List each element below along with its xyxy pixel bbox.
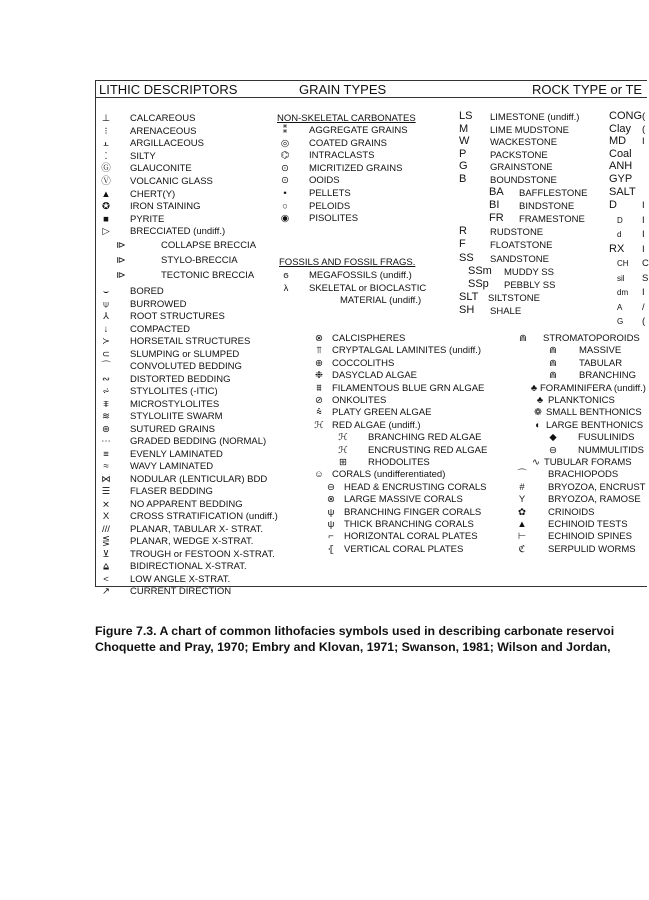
rock-code-tail: I (642, 214, 645, 226)
fossil-symbol: ◆ (549, 432, 557, 444)
grain-label: COATED GRAINS (309, 137, 387, 149)
lithic-symbol: ⊥ (101, 113, 111, 124)
fossil-symbol: ♣ (536, 395, 544, 406)
lithic-label: GRADED BEDDING (NORMAL) (130, 436, 267, 447)
fossil-label: STROMATOPOROIDS (543, 333, 640, 344)
fossil-symbol: ⊗ (327, 494, 335, 506)
lithic-symbol: ⋚ (102, 536, 110, 547)
lithic-symbol: ≈ (103, 461, 109, 472)
fossil-label: ECHINOID SPINES (548, 531, 632, 543)
lithic-label: PLANAR, WEDGE X-STRAT. (130, 536, 254, 547)
fossil-label: THICK BRANCHING CORALS (344, 519, 474, 530)
rock-code: R (459, 225, 467, 238)
fossil-symbol: ⊖ (549, 444, 557, 456)
caption-line-2: Choquette and Pray, 1970; Embry and Klovan, 1971; Swanson, 1981; Wilson and Jordan, (95, 640, 611, 654)
lithic-label: PYRITE (130, 213, 165, 225)
lithic-label: BURROWED (130, 298, 187, 310)
fossil-symbol: ♣ (530, 382, 538, 394)
grain-symbol: ⌬ (280, 150, 290, 162)
rock-code: W (459, 135, 470, 148)
fossil-label: PLATY GREEN ALGAE (332, 407, 432, 419)
rock-label: FLOATSTONE (490, 240, 553, 252)
fossil-symbol: ⋒ (549, 357, 557, 369)
fossil-frag-label: SKELETAL or BIOCLASTIC (309, 282, 427, 294)
fossil-label: BRYOZOA, RAMOSE (548, 494, 641, 506)
rock-label: PEBBLY SS (504, 279, 556, 291)
header-lithic-descriptors: LITHIC DESCRIPTORS (99, 82, 238, 97)
lithic-symbol: ⫠ (103, 138, 109, 150)
lithic-label: SUTURED GRAINS (130, 423, 215, 435)
lithic-symbol: ⋯ (101, 436, 111, 447)
rock-code: D (617, 215, 623, 225)
fossil-symbol: ✿ (518, 506, 526, 518)
fossil-symbol: # (519, 481, 525, 493)
fossil-label: ENCRUSTING RED ALGAE (368, 444, 488, 456)
fossil-symbol: ψ (327, 519, 335, 530)
rock-code-tail: ( (642, 316, 646, 327)
rock-code: GYP (609, 173, 633, 185)
fossil-label: SERPULID WORMS (548, 543, 636, 555)
rock-label: GRAINSTONE (490, 162, 553, 174)
lithic-label: STYLOLITES (-ITIC) (130, 386, 218, 397)
lithic-label: NO APPARENT BEDDING (130, 498, 243, 510)
fossil-symbol: ☺ (314, 469, 324, 481)
lithic-symbol: ⧐ (116, 240, 126, 251)
fossil-label: HEAD & ENCRUSTING CORALS (344, 481, 487, 493)
rock-code: M (459, 122, 469, 135)
rock-label: SILTSTONE (488, 292, 540, 304)
non-skeletal-title: NON-SKELETAL CARBONATES (277, 113, 416, 124)
fossil-label: VERTICAL CORAL PLATES (344, 543, 464, 555)
fossil-label: CRINOIDS (548, 506, 595, 518)
lithic-symbol: Ⓖ (101, 163, 111, 175)
rock-label: FRAMESTONE (519, 214, 585, 226)
fossil-label: BRANCHING RED ALGAE (368, 432, 482, 444)
grain-symbol: ◉ (280, 213, 290, 225)
rock-code: CONG (609, 110, 642, 122)
rock-label: BOUNDSTONE (490, 175, 557, 186)
lithic-label: WAVY LAMINATED (130, 461, 214, 472)
rock-code: BI (489, 199, 500, 212)
lithic-symbol: ⩫ (102, 386, 110, 397)
fossil-symbol: ❉ (315, 370, 323, 382)
lithic-label: CALCAREOUS (130, 113, 196, 124)
rock-code-tail: C (642, 258, 649, 269)
fossil-label: COCCOLITHS (332, 357, 395, 369)
grain-symbol: ⊙ (281, 162, 289, 174)
lithic-symbol: < (103, 573, 109, 585)
grain-label: PELLETS (309, 188, 351, 199)
fossil-symbol: ∿ (532, 457, 540, 468)
fossil-symbol: ⩩ (316, 382, 322, 394)
rock-code: Clay (609, 122, 632, 135)
fossil-symbol: ⩯ (316, 407, 322, 419)
rock-code: B (459, 173, 467, 185)
lithic-symbol: ✪ (102, 201, 110, 213)
rock-code-tail: S (642, 272, 649, 284)
rock-label: SHALE (490, 305, 522, 317)
lithic-symbol: ⊂ (102, 348, 110, 360)
fossil-label: RED ALGAE (undiff.) (332, 419, 421, 431)
fossil-label: SMALL BENTHONICS (546, 407, 642, 419)
rock-code: Coal (609, 147, 632, 160)
lithic-label: FLASER BEDDING (130, 486, 213, 497)
fossil-label: RHODOLITES (368, 457, 430, 468)
lithic-label: CONVOLUTED BEDDING (130, 361, 242, 372)
rock-code: SH (459, 303, 475, 316)
rock-code-tail: I (642, 200, 645, 211)
rock-label: LIMESTONE (undiff.) (490, 112, 580, 123)
grain-symbol: • (283, 188, 287, 199)
lithic-symbol: ⩨ (103, 398, 109, 410)
rock-code: ANH (609, 160, 633, 173)
lithic-label: TROUGH or FESTOON X-STRAT. (130, 548, 275, 560)
lithic-symbol: ⧐ (116, 255, 126, 266)
fossil-label: HORIZONTAL CORAL PLATES (344, 531, 478, 543)
rock-label: BAFFLESTONE (519, 188, 588, 199)
lithic-label: EVENLY LAMINATED (130, 448, 223, 460)
grain-label: PISOLITES (309, 213, 359, 225)
rock-code: FR (489, 212, 504, 225)
chart-top-border (96, 80, 647, 81)
lithic-label: COMPACTED (130, 323, 190, 335)
lithofacies-symbol-chart (95, 80, 649, 597)
fossil-label: BRANCHING FINGER CORALS (344, 506, 482, 518)
rock-label: RUDSTONE (490, 227, 544, 239)
lithic-symbol: ▲ (101, 188, 111, 200)
fossil-label: FUSULINIDS (578, 432, 635, 444)
lithic-label: BIDIRECTIONAL X-STRAT. (130, 561, 247, 572)
grain-label: OOIDS (309, 175, 340, 187)
rock-code: F (459, 238, 466, 251)
lithic-label: BORED (130, 286, 164, 297)
lithic-symbol: X (102, 511, 110, 522)
fossil-label: ONKOLITES (332, 395, 387, 406)
rock-code: D (609, 199, 617, 211)
rock-code-tail: I (642, 229, 645, 240)
rock-label: MUDDY SS (504, 266, 554, 278)
fossil-symbol: ⊗ (315, 333, 323, 344)
lithic-symbol: ⊛ (102, 423, 110, 435)
rock-code: SS (459, 251, 474, 264)
fossil-symbol: ℋ (338, 432, 348, 444)
fossil-label: BRYOZOA, ENCRUST (548, 481, 646, 493)
rock-label: LIME MUDSTONE (490, 124, 570, 136)
rock-code: MD (609, 135, 627, 148)
fossil-frag-label: MATERIAL (undiff.) (340, 295, 422, 306)
fossils-title: FOSSILS AND FOSSIL FRAGS. (279, 257, 416, 268)
rock-code-tail: ( (642, 123, 646, 135)
lithic-symbol: ⨯ (102, 498, 110, 510)
rock-code: d (617, 230, 622, 239)
lithic-label: DISTORTED BEDDING (130, 373, 231, 385)
lithic-label: ARENACEOUS (130, 125, 197, 137)
lithic-symbol: ↓ (103, 323, 109, 335)
lithic-label: TECTONIC BRECCIA (161, 270, 255, 281)
lithic-label: IRON STAINING (130, 201, 201, 213)
rock-code: A (617, 302, 623, 312)
rock-code: sil (617, 273, 625, 283)
lithic-label: CROSS STRATIFICATION (undiff.) (130, 511, 278, 522)
lithic-symbol: ≋ (102, 411, 110, 422)
fossil-label: TUBULAR FORAMS (544, 457, 632, 468)
rock-code: RX (609, 242, 625, 255)
fossil-label: NUMMULITIDS (578, 444, 644, 456)
lithic-label: PLANAR, TABULAR X- STRAT. (130, 523, 264, 535)
rock-code: G (617, 317, 624, 326)
lithic-label: CURRENT DIRECTION (130, 586, 232, 597)
rock-code: dm (617, 288, 629, 297)
fossil-label: TABULAR (579, 357, 623, 369)
fossil-symbol: Y (518, 494, 526, 506)
lithic-label: STYLOLIITE SWARM (130, 411, 223, 422)
fossil-label: FORAMINIFERA (undiff.) (540, 382, 646, 394)
fossil-symbol: ⌐ (328, 531, 334, 543)
grain-label: AGGREGATE GRAINS (309, 125, 408, 136)
caption-line-1: Figure 7.3. A chart of common lithofacies symbols used in describing carbonate reservoi (95, 624, 615, 638)
lithic-label: NODULAR (LENTICULAR) BDD (130, 473, 268, 485)
fossil-symbol: ⊖ (327, 481, 335, 493)
lithic-label: ARGILLACEOUS (130, 138, 204, 150)
header-rule (96, 97, 647, 98)
rock-code-tail: / (642, 301, 645, 313)
lithic-symbol: ⧐ (116, 270, 126, 281)
grain-symbol: ○ (282, 200, 288, 212)
fossil-symbol: ψ (327, 506, 335, 518)
fossil-frag-label: MEGAFOSSILS (undiff.) (309, 270, 412, 281)
fossil-label: LARGE BENTHONICS (546, 419, 644, 431)
fossil-label: PLANKTONICS (548, 395, 615, 406)
grain-symbol: ◎ (280, 137, 290, 149)
lithic-symbol: ⌣ (102, 286, 110, 297)
header-rock-type: ROCK TYPE or TE (532, 82, 643, 97)
lithic-symbol: ↗ (102, 586, 110, 597)
lithic-label: COLLAPSE BRECCIA (161, 240, 257, 251)
rock-code: LS (459, 110, 473, 122)
lithic-label: LOW ANGLE X-STRAT. (130, 573, 231, 585)
rock-label: BINDSTONE (519, 201, 575, 213)
rock-label: WACKESTONE (490, 137, 558, 149)
fossil-symbol: ◐ (535, 419, 541, 431)
fossil-symbol: ⊕ (315, 357, 323, 369)
lithic-label: SILTY (130, 150, 156, 162)
lithic-label: BRECCIATED (undiff.) (130, 226, 226, 238)
lithic-symbol: ⅄ (103, 311, 109, 322)
fossil-frag-symbol: λ (283, 282, 289, 294)
fossil-label: ECHINOID TESTS (548, 519, 628, 530)
lithic-symbol: ⊻ (102, 548, 110, 560)
fossil-frag-symbol: ϭ (283, 270, 289, 281)
fossil-symbol: ❁ (534, 407, 542, 419)
lithic-symbol: ≡ (103, 448, 109, 460)
lithic-symbol: ⍦ (103, 298, 109, 310)
fossil-symbol: ⋒ (519, 333, 527, 344)
lithic-symbol: ⩠ (103, 561, 109, 572)
lithic-symbol: ⋈ (101, 473, 111, 485)
rock-code: SSp (468, 277, 489, 290)
fossil-symbol: ▲ (517, 519, 527, 530)
grain-label: INTRACLASTS (309, 150, 375, 162)
fossil-symbol: ⊢ (517, 531, 527, 543)
lithic-symbol: Ⓥ (101, 176, 111, 187)
fossil-symbol: ⌒ (517, 469, 527, 481)
fossil-symbol: ⊞ (339, 457, 347, 468)
rock-code: BA (489, 186, 504, 198)
lithic-symbol: ∾ (102, 373, 110, 385)
fossil-label: DASYCLAD ALGAE (332, 370, 418, 382)
rock-code: CH (617, 259, 629, 268)
lithic-symbol: ⁝ (104, 125, 108, 137)
lithic-label: GLAUCONITE (130, 163, 192, 175)
fossil-label: LARGE MASSIVE CORALS (344, 494, 463, 506)
lithic-label: MICROSTYLOLITES (130, 398, 220, 410)
lithic-symbol: ▷ (102, 226, 110, 238)
lithic-symbol: /// (102, 523, 110, 535)
rock-code: SSm (468, 264, 492, 277)
lithic-symbol: ■ (103, 213, 109, 225)
fossil-symbol: ℋ (338, 444, 348, 456)
lithic-label: SLUMPING or SLUMPED (130, 348, 240, 360)
lithic-label: CHERT(Y) (130, 188, 176, 200)
fossil-label: FILAMENTOUS BLUE GRN ALGAE (332, 382, 485, 394)
fossil-symbol: ⦃ (327, 543, 335, 555)
rock-code: P (459, 147, 467, 160)
fossil-symbol: ⋒ (549, 370, 557, 382)
lithic-label: STYLO-BRECCIA (161, 255, 238, 266)
lithic-label: HORSETAIL STRUCTURES (130, 336, 251, 347)
rock-code: SLT (459, 290, 479, 303)
rock-code-tail: ( (642, 111, 646, 122)
lithic-label: VOLCANIC GLASS (130, 176, 213, 187)
rock-code: SALT (609, 185, 636, 198)
grain-symbol: ⊙ (281, 175, 289, 187)
fossil-label: BRANCHING (579, 370, 637, 382)
rock-label: SANDSTONE (490, 253, 549, 265)
fossil-label: MASSIVE (579, 345, 622, 357)
header-grain-types: GRAIN TYPES (299, 82, 387, 97)
lithic-symbol: ⌒ (101, 361, 111, 372)
rock-code-tail: I (642, 243, 645, 255)
fossil-symbol: ℋ (314, 419, 324, 431)
fossil-symbol: ⊘ (315, 395, 323, 406)
fossil-symbol: ⋒ (549, 345, 557, 357)
fossil-label: CORALS (undifferentiated) (332, 469, 446, 481)
lithic-symbol: ☰ (101, 486, 111, 497)
rock-label: PACKSTONE (490, 149, 548, 161)
lithic-symbol: ⁚ (104, 150, 108, 162)
fossil-symbol: ℭ (518, 543, 526, 555)
grain-label: PELOIDS (309, 200, 351, 212)
fossil-label: CRYPTALGAL LAMINITES (undiff.) (332, 345, 482, 357)
fossil-label: CALCISPHERES (332, 333, 406, 344)
rock-code-tail: I (642, 136, 645, 148)
rock-code-tail: I (642, 287, 645, 298)
figure-caption (95, 623, 646, 655)
fossil-label: BRACHIOPODS (548, 469, 619, 481)
grain-label: MICRITIZED GRAINS (309, 162, 403, 174)
fossil-symbol: ⫪ (316, 345, 322, 357)
lithic-label: ROOT STRUCTURES (130, 311, 225, 322)
grain-symbol: ⁑ (282, 125, 288, 136)
lithic-symbol: ≻ (102, 336, 110, 347)
rock-code: G (459, 160, 468, 173)
